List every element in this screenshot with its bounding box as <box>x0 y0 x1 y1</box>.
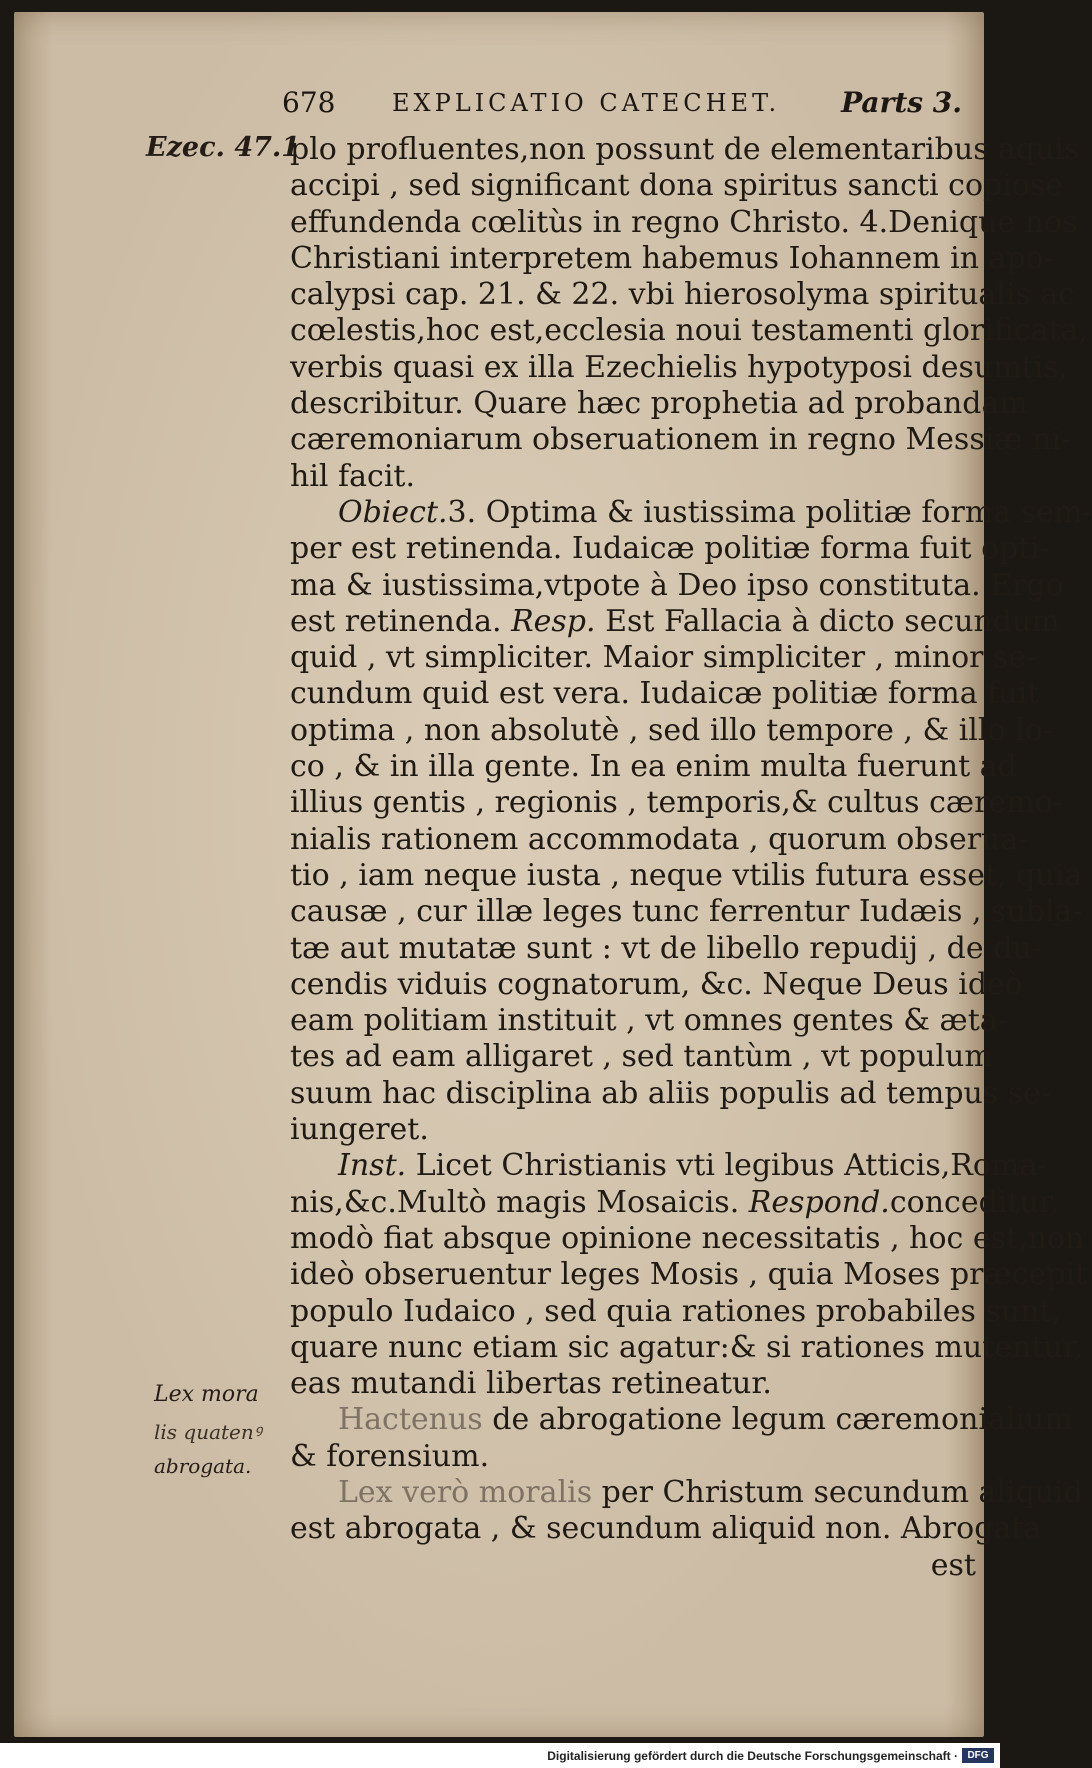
instance-label: Inst. <box>338 1148 407 1184</box>
response-before: est retinenda. <box>290 603 502 639</box>
margin-note-lex-line-1: Lex mora <box>154 1382 259 1407</box>
text-line: co , & in illa gente. In ea enim multa fuerunt ad <box>290 749 1017 785</box>
text-line: populo Iudaico , sed quia rationes probabiles sunt, <box>290 1293 1062 1329</box>
text-line: tæ aut mutatæ sunt : vt de libello repudij , de du- <box>290 930 1042 966</box>
text-line: cæremoniarum obseruationem in regno Messiæ ni- <box>290 422 1072 458</box>
margin-note-lex-line-2: lis quatenꝰ <box>154 1420 262 1444</box>
response-label: Respond. <box>748 1184 890 1220</box>
response-after: Est Fallacia à dicto secundum <box>605 603 1060 639</box>
part-label: Parts 3. <box>841 86 962 119</box>
text-line: tio , iam neque iusta , neque vtilis futura esset, quia <box>290 857 1083 893</box>
response-line <box>290 1184 1060 1221</box>
lex-text: per Christum secundum aliquid <box>601 1474 1083 1510</box>
text-line: quid , vt simpliciter. Maior simpliciter , minor se- <box>290 640 1037 676</box>
text-line: illius gentis , regionis , temporis,& cultus cæremo- <box>290 785 1063 821</box>
margin-note-lex-line-3: abrogata. <box>154 1454 252 1478</box>
objection-label: Obiect. <box>338 494 448 530</box>
text-line: eam politiam instituit , vt omnes gentes & æta- <box>290 1003 1008 1039</box>
text-line: ideò obseruentur leges Mosis , quia Moses præcepit <box>290 1257 1088 1293</box>
text-line: modò fiat absque opinione necessitatis , hoc est,non <box>290 1220 1085 1256</box>
text-line: calypsi cap. 21. & 22. vbi hierosolyma spiritualis ac <box>290 277 1076 313</box>
running-title: EXPLICATIO CATECHET. <box>392 89 781 117</box>
text-line: ma & iustissima,vtpote à Deo ipso constituta. Ergo <box>290 567 1064 603</box>
footer-credit: Digitalisierung gefördert durch die Deutsche Forschungsgemeinschaft · <box>547 1749 958 1763</box>
page-number: 678 <box>282 86 336 119</box>
faded-text: Lex verò moralis <box>338 1474 593 1510</box>
response-before: nis,&c.Multò magis Mosaicis. <box>290 1184 740 1220</box>
text-line: eas mutandi libertas retineatur. <box>290 1366 772 1402</box>
text-line: cendis viduis cognatorum, &c. Neque Deus ideò <box>290 966 1023 1002</box>
response-after: conceditur, <box>889 1184 1060 1220</box>
text-line: accipi , sed significant dona spiritus sancti copiose <box>290 168 1064 204</box>
text-line: iungeret. <box>290 1112 429 1148</box>
text-line: effundenda cœlitùs in regno Christo. 4.Denique nos <box>290 204 1078 240</box>
response-label: Resp. <box>511 603 596 639</box>
objection-text: 3. Optima & iustissima politiæ forma sem- <box>447 494 1092 530</box>
text-line: hil facit. <box>290 458 416 494</box>
text-line: tes ad eam alligaret , sed tantùm , vt populum <box>290 1039 993 1075</box>
text-line: est abrogata , & secundum aliquid non. Abrogata <box>290 1511 1042 1547</box>
faded-text: Hactenus <box>338 1402 483 1438</box>
text-line: describitur. Quare hæc prophetia ad probandam <box>290 386 1028 422</box>
text-line: cœlestis,hoc est,ecclesia noui testamenti glorificata, <box>290 313 1089 349</box>
text-line: per est retinenda. Iudaicæ politiæ forma fuit opti- <box>290 531 1051 567</box>
instance-text: Licet Christianis vti legibus Atticis,Roma- <box>415 1148 1048 1184</box>
text-line: Christiani interpretem habemus Iohannem in apo- <box>290 240 1054 276</box>
digitization-footer <box>0 1743 1000 1768</box>
catchword: est <box>930 1547 976 1583</box>
running-header <box>282 86 972 126</box>
text-line: cundum quid est vera. Iudaicæ politiæ forma fuit <box>290 676 1040 712</box>
text-line: plo profluentes,non possunt de elementaribus aquis <box>290 132 1080 167</box>
text-line: & forensium. <box>290 1438 490 1474</box>
text-line: verbis quasi ex illa Ezechielis hypotyposi desumtis, <box>290 349 1069 385</box>
body-text <box>290 132 1092 1584</box>
text-line: suum hac disciplina ab aliis populis ad tempus se- <box>290 1075 1052 1111</box>
response-line <box>290 603 1060 640</box>
hactenus-line <box>290 1402 1073 1438</box>
book-page <box>14 12 1092 1737</box>
text-line: causæ , cur illæ leges tunc ferrentur Iudæis , subla- <box>290 894 1083 930</box>
hactenus-text: de abrogatione legum cæremonialium <box>492 1402 1073 1438</box>
instance-line <box>290 1148 1048 1184</box>
text-line: quare nunc etiam sic agatur:& si rationes mutentur, <box>290 1329 1084 1365</box>
text-line: nialis rationem accommodata , quorum obserua- <box>290 821 1029 857</box>
margin-note-ezechiel: Ezec. 47.1 <box>146 132 301 163</box>
text-line: optima , non absolutè , sed illo tempore , & illo lo- <box>290 712 1053 748</box>
lex-line <box>290 1474 1083 1511</box>
objection-line <box>290 494 1092 531</box>
dfg-logo: DFG <box>962 1748 994 1763</box>
